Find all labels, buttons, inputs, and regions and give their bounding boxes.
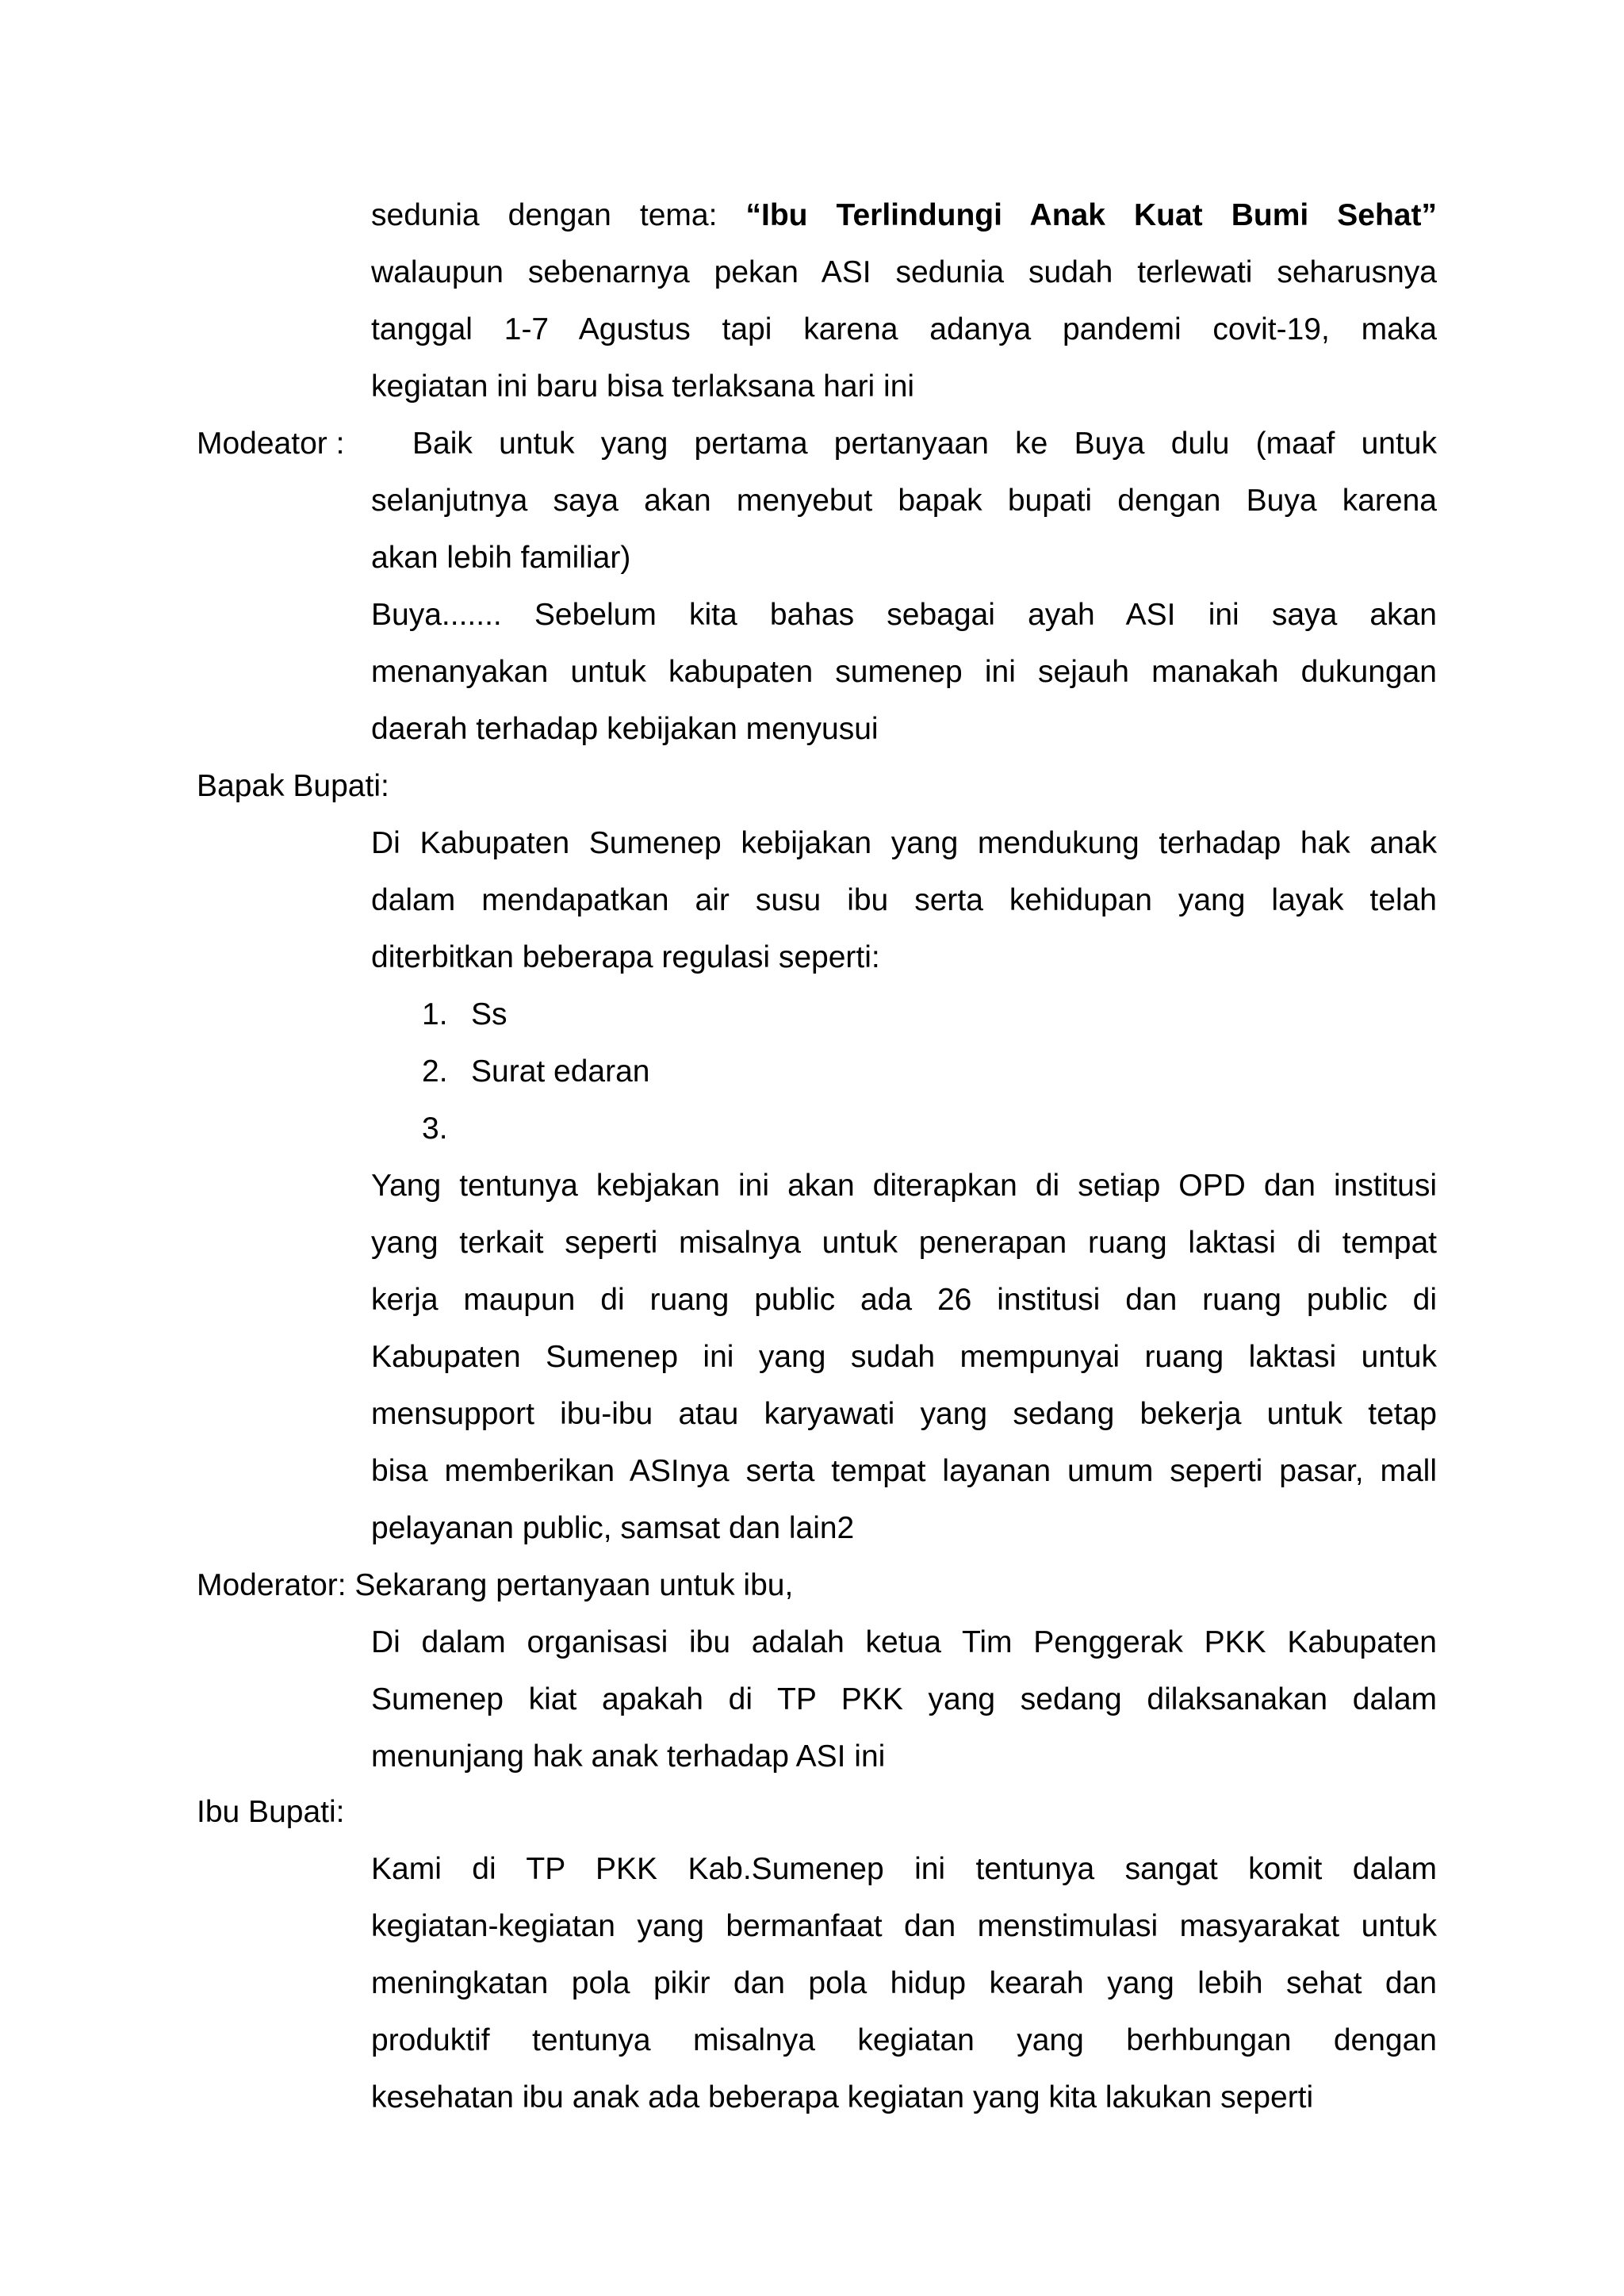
theme-title: “Ibu Terlindungi Anak Kuat Bumi Sehat” bbox=[745, 198, 1437, 232]
list-item-number: 1. bbox=[422, 997, 448, 1031]
ibu-bupati-line-5: kesehatan ibu anak ada beberapa kegiatan yang kita lakukan seperti bbox=[371, 2080, 1314, 2114]
moderator-1-line-4: Buya....... Sebelum kita bahas sebagai ayah ASI ini saya akan bbox=[371, 598, 1437, 632]
speaker-ibu-bupati: Ibu Bupati: bbox=[197, 1795, 345, 1829]
moderator-1-line-6: daerah terhadap kebijakan menyusui bbox=[371, 712, 879, 746]
bupati-line-1: Di Kabupaten Sumenep kebijakan yang mendukung terhadap hak anak bbox=[371, 826, 1437, 860]
ibu-bupati-line-3: meningkatan pola pikir dan pola hidup kearah yang lebih sehat dan bbox=[371, 1966, 1437, 2000]
ibu-bupati-line-4: produktif tentunya misalnya kegiatan yang berhbungan dengan bbox=[371, 2023, 1437, 2057]
intro-line-2: walaupun sebenarnya pekan ASI sedunia sudah terlewati seharusnya bbox=[371, 255, 1437, 289]
intro-line-3: tanggal 1-7 Agustus tapi karena adanya pandemi covit-19, maka bbox=[371, 312, 1437, 346]
bupati-line-5: yang terkait seperti misalnya untuk penerapan ruang laktasi di tempat bbox=[371, 1226, 1437, 1260]
intro-line-1 bbox=[371, 197, 1437, 235]
bupati-line-6: kerja maupun di ruang public ada 26 institusi dan ruang public di bbox=[371, 1283, 1437, 1317]
moderator-1-line-5: menanyakan untuk kabupaten sumenep ini sejauh manakah dukungan bbox=[371, 655, 1437, 689]
moderator-2-line-3: menunjang hak anak terhadap ASI ini bbox=[371, 1739, 886, 1774]
ibu-bupati-line-1: Kami di TP PKK Kab.Sumenep ini tentunya sangat komit dalam bbox=[371, 1852, 1437, 1886]
moderator-2-line-2: Sumenep kiat apakah di TP PKK yang sedang dilaksanakan dalam bbox=[371, 1682, 1437, 1716]
list-item-number: 2. bbox=[422, 1054, 448, 1089]
speaker-moderator-2: Moderator: Sekarang pertanyaan untuk ibu, bbox=[197, 1568, 794, 1602]
intro-line-4: kegiatan ini baru bisa terlaksana hari ini bbox=[371, 369, 915, 404]
bupati-line-10: pelayanan public, samsat dan lain2 bbox=[371, 1511, 855, 1545]
list-item-text: Ss bbox=[471, 997, 508, 1031]
list-item-text: Surat edaran bbox=[471, 1054, 650, 1089]
moderator-2-line-1: Di dalam organisasi ibu adalah ketua Tim Penggerak PKK Kabupaten bbox=[371, 1625, 1437, 1659]
speaker-bapak-bupati: Bapak Bupati: bbox=[197, 769, 389, 803]
bupati-line-2: dalam mendapatkan air susu ibu serta kehidupan yang layak telah bbox=[371, 883, 1437, 917]
moderator-1-line-3: akan lebih familiar) bbox=[371, 541, 631, 575]
intro-line-1-text: sedunia dengan tema: bbox=[371, 198, 746, 232]
speaker-moderator-1: Modeator : bbox=[197, 427, 345, 461]
bupati-line-7: Kabupaten Sumenep ini yang sudah mempunyai ruang laktasi untuk bbox=[371, 1340, 1437, 1374]
moderator-1-line-2: selanjutnya saya akan menyebut bapak bupati dengan Buya karena bbox=[371, 484, 1437, 518]
bupati-line-8: mensupport ibu-ibu atau karyawati yang sedang bekerja untuk tetap bbox=[371, 1397, 1437, 1431]
bupati-line-4: Yang tentunya kebjakan ini akan diterapkan di setiap OPD dan institusi bbox=[371, 1169, 1437, 1203]
ibu-bupati-line-2: kegiatan-kegiatan yang bermanfaat dan menstimulasi masyarakat untuk bbox=[371, 1909, 1437, 1943]
moderator-1-line-1: Baik untuk yang pertama pertanyaan ke Buya dulu (maaf untuk bbox=[412, 427, 1437, 461]
bupati-line-3: diterbitkan beberapa regulasi seperti: bbox=[371, 940, 880, 974]
bupati-line-9: bisa memberikan ASInya serta tempat layanan umum seperti pasar, mall bbox=[371, 1454, 1437, 1488]
list-item-number: 3. bbox=[422, 1112, 448, 1146]
